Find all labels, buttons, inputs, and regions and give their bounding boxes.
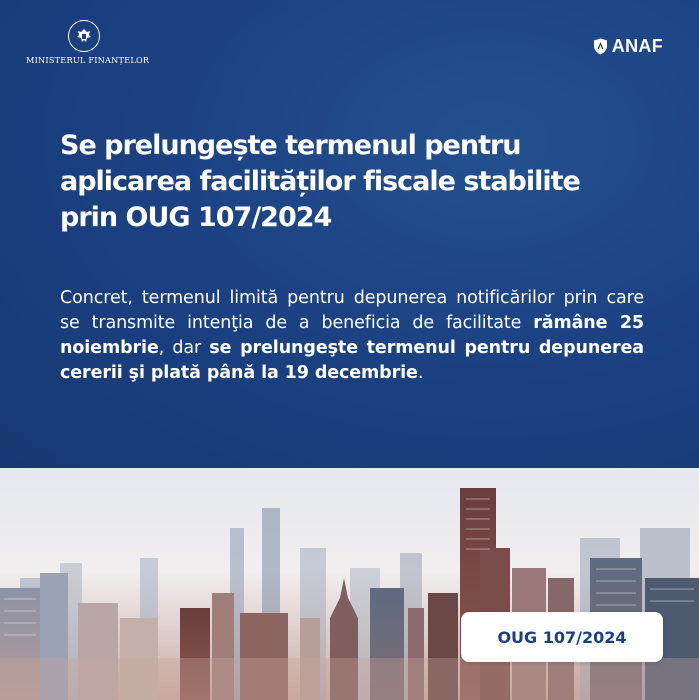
ministry-label: MINISTERUL FINANȚELOR <box>26 55 150 65</box>
body-part-2: , dar <box>158 338 210 358</box>
shield-icon <box>593 38 608 55</box>
body-bold-2: se prelungeşte termenul pentru depunerea cererii şi plată până la 19 decembrie <box>60 338 644 383</box>
brand-name: ANAF <box>611 36 663 56</box>
headline: Se prelungește termenul pentru aplicarea facilităților fiscale stabilite prin OUG 107/2024 <box>60 130 580 233</box>
skyline-illustration <box>0 468 699 700</box>
body-part-3: . <box>417 363 424 383</box>
body-bold-1: rămâne 25 noiembrie <box>60 313 644 358</box>
crest-icon <box>68 20 100 52</box>
body-text <box>60 286 644 386</box>
ministry-logo <box>26 20 150 65</box>
oug-badge <box>461 612 663 662</box>
crest-emblem <box>74 26 94 46</box>
badge-label: OUG 107/2024 <box>497 627 627 647</box>
anaf-logo <box>593 36 663 57</box>
body-part-1: Concret, termenul limită pentru depunerea notificărilor prin care se transmite intenţia de a beneficia de facilitate <box>60 288 644 333</box>
city-skyline-image <box>0 468 699 700</box>
